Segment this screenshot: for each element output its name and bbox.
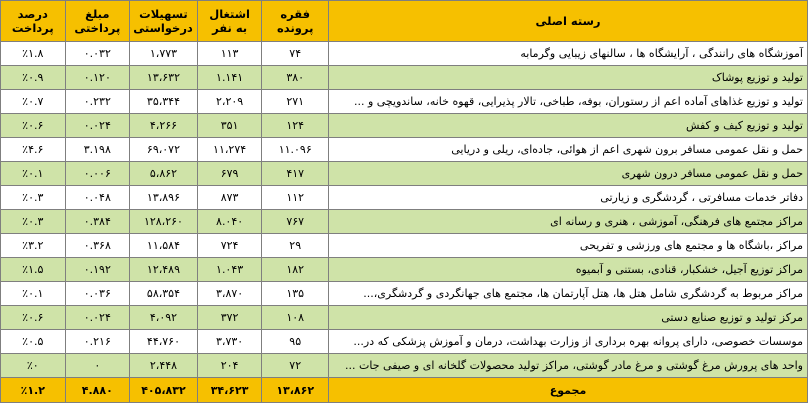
table-row [1,354,808,378]
total-label: مجموع [329,378,808,403]
cell-percent: ٪۰.۳ [1,210,66,234]
cell-facilities: ۱۳،۶۳۲ [130,66,198,90]
cell-paid: ۰.۳۶۸ [65,234,130,258]
cell-category: مراکز مربوط به گردشگری شامل هتل ها، هتل آپارتمان ها، مجتمع های جهانگردی و گردشگری،... [329,282,808,306]
cell-paid: ۰.۰۲۴ [65,114,130,138]
table-row [1,42,808,66]
cell-files: ۱۱.۰۹۶ [262,138,329,162]
cell-jobs: ۳۵۱ [197,114,262,138]
table-row [1,306,808,330]
cell-paid: ۰.۰۳۶ [65,282,130,306]
cell-paid: ۰ [65,354,130,378]
table-row [1,210,808,234]
total-facilities: ۴۰۵،۸۳۲ [130,378,198,403]
cell-facilities: ۱۱،۵۸۴ [130,234,198,258]
cell-category: مرکز تولید و توزیع صنایع دستی [329,306,808,330]
cell-files: ۱۲۴ [262,114,329,138]
header-facilities: تسهیلات درخواستی [130,1,198,42]
table-row [1,186,808,210]
cell-paid: ۰.۲۳۲ [65,90,130,114]
cell-category: دفاتر خدمات مسافرتی ، گردشگری و زیارتی [329,186,808,210]
total-jobs: ۳۴،۶۲۳ [197,378,262,403]
cell-paid: ۰.۱۲۰ [65,66,130,90]
cell-facilities: ۴،۲۶۶ [130,114,198,138]
cell-percent: ٪۳.۲ [1,234,66,258]
cell-jobs: ۳،۷۳۰ [197,330,262,354]
table-row [1,66,808,90]
cell-facilities: ۲،۴۴۸ [130,354,198,378]
cell-paid: ۰.۰۴۸ [65,186,130,210]
header-category: رسته اصلی [329,1,808,42]
cell-jobs: ۳۷۲ [197,306,262,330]
cell-jobs: ۸.۰۴۰ [197,210,262,234]
cell-facilities: ۴،۰۹۲ [130,306,198,330]
cell-category: آموزشگاه های رانندگی ، آرایشگاه ها ، سالنهای زیبایی وگرمابه [329,42,808,66]
cell-percent: ٪۰.۵ [1,330,66,354]
cell-category: تولید و توزیع غذاهای آماده اعم از رستوران، بوفه، طباخی، تالار پذیرایی، قهوه خانه، ساندویچی و ... [329,90,808,114]
cell-files: ۷۴ [262,42,329,66]
cell-jobs: ۱.۱۴۱ [197,66,262,90]
total-percent: ٪۱.۲ [1,378,66,403]
cell-percent: ٪۱.۵ [1,258,66,282]
cell-jobs: ۱۱،۲۷۴ [197,138,262,162]
cell-jobs: ۲۰۴ [197,354,262,378]
header-paid: مبلغ پرداختی [65,1,130,42]
cell-paid: ۰.۰۲۴ [65,306,130,330]
cell-facilities: ۱۳،۸۹۶ [130,186,198,210]
cell-files: ۷۶۷ [262,210,329,234]
cell-category: حمل و نقل عمومی مسافر درون شهری [329,162,808,186]
cell-paid: ۰.۱۹۲ [65,258,130,282]
cell-facilities: ۵،۸۶۲ [130,162,198,186]
table-row [1,234,808,258]
total-row [1,378,808,403]
cell-jobs: ۳،۸۷۰ [197,282,262,306]
cell-jobs: ۸۷۳ [197,186,262,210]
total-paid: ۴.۸۸۰ [65,378,130,403]
cell-files: ۱۱۲ [262,186,329,210]
header-row [1,1,808,42]
table-row [1,138,808,162]
cell-files: ۱۸۲ [262,258,329,282]
cell-percent: ٪۰.۱ [1,282,66,306]
cell-category: مراکز مجتمع های فرهنگی، آموزشی ، هنری و رسانه ای [329,210,808,234]
cell-category: موسسات خصوصی، دارای پروانه بهره برداری از وزارت بهداشت، درمان و آموزش پزشکی که در... [329,330,808,354]
cell-jobs: ۱۱۳ [197,42,262,66]
cell-percent: ٪۰ [1,354,66,378]
cell-percent: ٪۴.۶ [1,138,66,162]
cell-files: ۹۵ [262,330,329,354]
table-row [1,258,808,282]
cell-facilities: ۱۲،۴۸۹ [130,258,198,282]
cell-paid: ۳.۱۹۸ [65,138,130,162]
cell-category: مراکز توزیع آجیل، خشکبار، قنادی، بستنی و آبمیوه [329,258,808,282]
cell-category: حمل و نقل عمومی مسافر برون شهری اعم از هوائی، جاده‌ای، ریلی و دریایی [329,138,808,162]
cell-files: ۱۰۸ [262,306,329,330]
cell-paid: ۰.۲۱۶ [65,330,130,354]
cell-facilities: ۶۹،۰۷۲ [130,138,198,162]
header-files: فقره پرونده [262,1,329,42]
cell-percent: ٪۰.۶ [1,114,66,138]
cell-jobs: ۲،۲۰۹ [197,90,262,114]
header-jobs: اشتغال به نفر [197,1,262,42]
cell-files: ۴۱۷ [262,162,329,186]
table-row [1,162,808,186]
cell-facilities: ۴۴،۷۶۰ [130,330,198,354]
cell-paid: ۰.۳۸۴ [65,210,130,234]
cell-percent: ٪۰.۳ [1,186,66,210]
cell-category: تولید و توزیع کیف و کفش [329,114,808,138]
cell-jobs: ۶۷۹ [197,162,262,186]
cell-files: ۲۷۱ [262,90,329,114]
table-row [1,90,808,114]
cell-jobs: ۱.۰۴۳ [197,258,262,282]
cell-files: ۱۳۵ [262,282,329,306]
cell-paid: ۰.۰۳۲ [65,42,130,66]
cell-files: ۷۲ [262,354,329,378]
cell-category: تولید و توزیع پوشاک [329,66,808,90]
cell-category: مراکز ،باشگاه ها و مجتمع های ورزشی و تفریحی [329,234,808,258]
cell-jobs: ۷۲۴ [197,234,262,258]
cell-files: ۲۹ [262,234,329,258]
cell-category: واحد های پرورش مرغ گوشتی و مرغ مادر گوشتی، مراکز تولید محصولات گلخانه ای و صیفی جات ... [329,354,808,378]
total-files: ۱۳،۸۶۲ [262,378,329,403]
cell-percent: ٪۱.۸ [1,42,66,66]
table-row [1,330,808,354]
table-row [1,282,808,306]
cell-paid: ۰.۰۰۶ [65,162,130,186]
cell-files: ۳۸۰ [262,66,329,90]
cell-facilities: ۳۵،۳۴۴ [130,90,198,114]
cell-facilities: ۵۸،۳۵۴ [130,282,198,306]
cell-facilities: ۱۲۸،۲۶۰ [130,210,198,234]
header-percent: درصد پرداخت [1,1,66,42]
cell-percent: ٪۰.۶ [1,306,66,330]
cell-percent: ٪۰.۷ [1,90,66,114]
cell-percent: ٪۰.۹ [1,66,66,90]
cell-percent: ٪۰.۱ [1,162,66,186]
cell-facilities: ۱،۷۷۳ [130,42,198,66]
table-row [1,114,808,138]
